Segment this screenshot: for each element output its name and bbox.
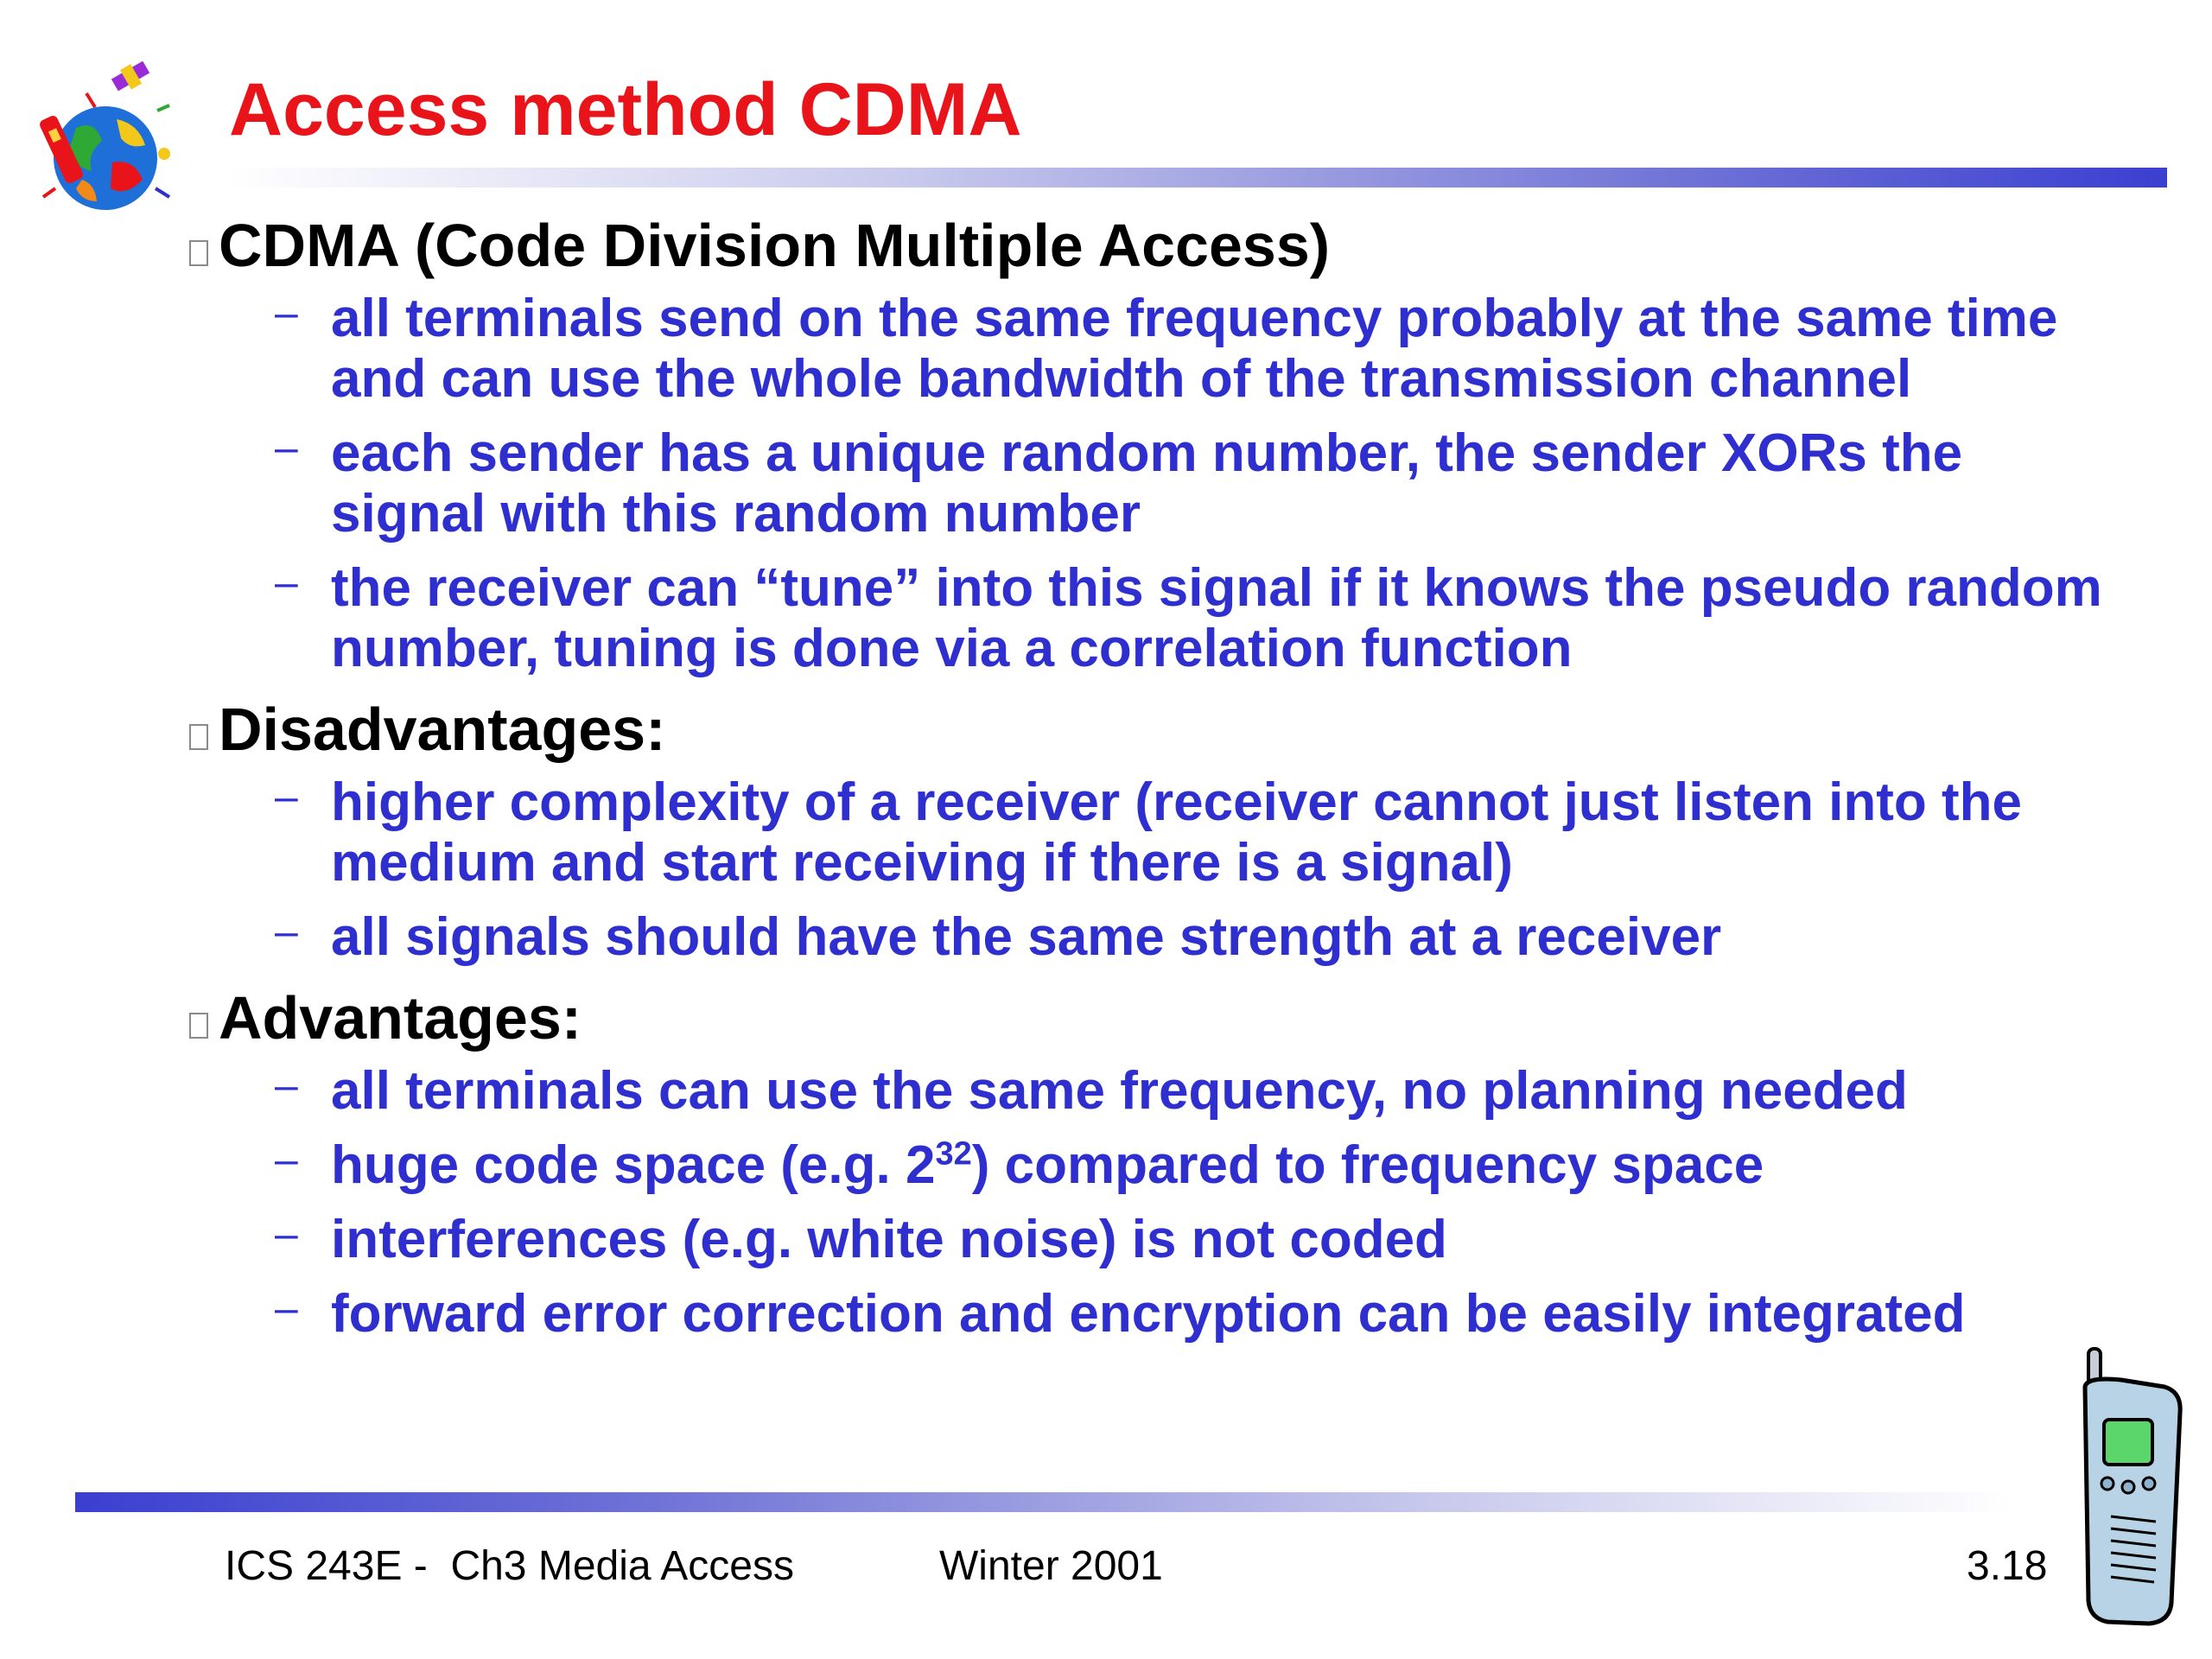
list-item: – the receiver can “tune” into this signal if it knows the pseudo random number, tuning is done via a correlation function: [186, 558, 2121, 679]
section-heading: CDMA (Code Division Multiple Access): [186, 209, 2121, 282]
mobile-phone-icon: [2069, 1344, 2190, 1629]
dash-icon: –: [275, 1211, 298, 1257]
bullet-box-icon: [189, 1013, 208, 1039]
footer-course: ICS 243E - Ch3 Media Access: [225, 1543, 794, 1589]
dash-icon: –: [275, 774, 298, 820]
section-items: [186, 772, 2121, 968]
section-items: [186, 289, 2121, 679]
dash-icon: –: [275, 1063, 298, 1109]
list-item: – interferences (e.g. white noise) is not coded: [186, 1210, 2121, 1270]
slide-number: 3.18: [1967, 1543, 2048, 1589]
footer-term: Winter 2001: [939, 1543, 1163, 1589]
section-heading: Disadvantages:: [186, 693, 2121, 766]
list-item: – all terminals can use the same frequency, no planning needed: [186, 1061, 2121, 1122]
list-item: – huge code space (e.g. $2^{32}$) compared to frequency space: [186, 1135, 2121, 1196]
dash-icon: –: [275, 425, 298, 471]
list-item: – all terminals send on the same frequency probably at the same time and can use the whole bandwidth of the transmission channel: [186, 289, 2121, 410]
bullet-box-icon: [189, 240, 208, 266]
slide-content: [186, 209, 2121, 1358]
dash-icon: –: [275, 909, 298, 955]
list-item: – higher complexity of a receiver (receiver cannot just listen into the medium and start receiving if there is a signal): [186, 772, 2121, 893]
dash-icon: –: [275, 560, 298, 606]
list-item: – forward error correction and encryption can be easily integrated: [186, 1284, 2121, 1344]
list-item: – all signals should have the same strength at a receiver: [186, 907, 2121, 968]
section-items: [186, 1061, 2121, 1344]
dash-icon: –: [275, 1286, 298, 1332]
slide-title: Access method CDMA: [229, 68, 1022, 151]
globe-satellite-phone-icon: [35, 59, 181, 223]
dash-icon: –: [275, 1137, 298, 1183]
bullet-box-icon: [189, 724, 208, 750]
list-item: – each sender has a unique random number, the sender XORs the signal with this random number: [186, 423, 2121, 544]
dash-icon: –: [275, 290, 298, 336]
section-heading: Advantages:: [186, 982, 2121, 1054]
title-underline-bar: [229, 168, 2167, 188]
footer-bar: [75, 1492, 2013, 1512]
